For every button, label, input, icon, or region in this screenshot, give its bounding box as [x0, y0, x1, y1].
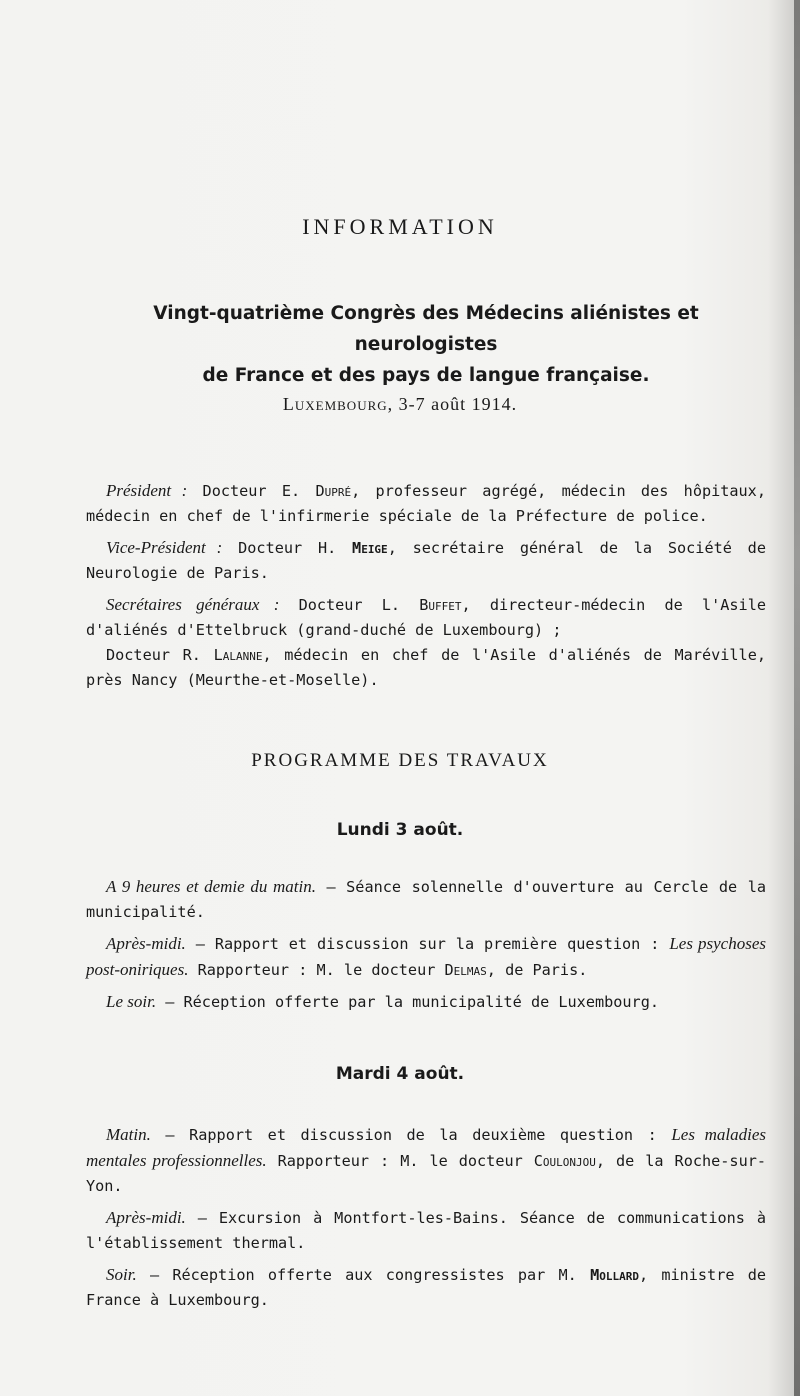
day1-item2-topic: Les psychoses post-oniriques. — [86, 934, 766, 979]
day2-item3 — [86, 1262, 766, 1313]
president-name: Dupré — [315, 482, 352, 500]
vice-president-paragraph — [86, 535, 766, 586]
congress-place: Luxembourg — [282, 394, 388, 414]
congress-title — [86, 298, 766, 391]
president-label: Président : — [106, 481, 188, 500]
vice-president-label: Vice-Président : — [106, 538, 223, 557]
day1-item2-text-b: Rapporteur : M. le docteur — [188, 961, 445, 979]
day1-item1-text: — Séance solennelle d'ouverture au Cercle de la municipalité. — [86, 878, 766, 921]
congress-date: , 3-7 août 1914. — [387, 394, 518, 414]
secretaries-label: Secrétaires généraux : — [106, 595, 280, 614]
president-description: , professeur agrégé, médecin des hôpitaux, médecin en chef de l'infirmerie spéciale de la Préfecture de police. — [86, 482, 766, 525]
secretaries-paragraph — [86, 592, 766, 643]
day2-item3-text-a: — Réception offerte aux congressistes par M. — [136, 1266, 591, 1284]
day2-item1-text-c: , de la Roche-sur-Yon. — [86, 1152, 766, 1195]
officers-section — [86, 478, 766, 693]
day2-title: Mardi 4 août. — [335, 1064, 465, 1084]
day1-item2-text-c: , de Paris. — [486, 961, 588, 979]
programme-heading: PROGRAMME DES TRAVAUX — [251, 750, 549, 771]
secretary2-description: , médecin en chef de l'Asile d'aliénés de Maréville, près Nancy (Meurthe-et-Moselle). — [86, 646, 766, 689]
day1-item2 — [86, 931, 766, 983]
day2-item1-text-b: Rapporteur : M. le docteur — [266, 1152, 534, 1170]
day1-title: Lundi 3 août. — [336, 820, 464, 840]
day1-item3-text: — Réception offerte par la municipalité de Luxembourg. — [156, 993, 659, 1011]
day2-item1 — [86, 1122, 766, 1199]
vice-president-name: Meige — [352, 539, 388, 557]
president-paragraph — [86, 478, 766, 529]
day2-item2-label: Après-midi. — [106, 1208, 186, 1227]
day1-item3 — [86, 989, 766, 1015]
day2-item2-text: — Excursion à Montfort-les-Bains. Séance de communications à l'établissement thermal. — [86, 1209, 766, 1252]
day1-item1 — [86, 874, 766, 925]
congress-place-date — [0, 394, 800, 415]
secretary1-name: Buffet — [419, 596, 462, 614]
secretary2-name: Lalanne — [213, 646, 263, 664]
secretary1-description: , directeur-médecin de l'Asile d'aliénés d'Ettelbruck (grand-duché de Luxembourg) ; — [86, 596, 766, 639]
vice-president-description: , secrétaire général de la Société de Neurologie de Paris. — [86, 539, 766, 582]
day1-item1-label: A 9 heures et demie du matin. — [106, 877, 316, 896]
page-title: INFORMATION — [302, 214, 498, 239]
day2-item2 — [86, 1205, 766, 1256]
president-prefix: Docteur E. — [202, 482, 316, 500]
day1-item3-label: Le soir. — [106, 992, 157, 1011]
day1-item2-text-a: — Rapport et discussion sur la première question : — [185, 935, 670, 953]
day1-item2-name: Delmas — [444, 961, 487, 979]
day2-item1-topic: Les maladies mentales professionnelles. — [86, 1125, 767, 1170]
day2-section — [86, 1122, 766, 1313]
day2-item1-name: Coulonjou — [533, 1152, 596, 1170]
day2-item3-label: Soir. — [106, 1265, 137, 1284]
vice-president-prefix: Docteur H. — [238, 539, 353, 557]
day1-item2-label: Après-midi. — [106, 934, 186, 953]
congress-title-line2: de France et des pays de langue française. — [202, 365, 650, 386]
secretary1-prefix: Docteur L. — [298, 596, 420, 614]
day2-item3-name: Mollard — [590, 1266, 639, 1284]
day2-item1-text-a: — Rapport et discussion de la deuxième question : — [150, 1126, 672, 1144]
day2-item3-text-b: , ministre de France à Luxembourg. — [86, 1266, 767, 1309]
page-edge-shadow — [794, 0, 800, 1396]
congress-title-line1: Vingt-quatrième Congrès des Médecins aliénistes et neurologistes — [153, 303, 699, 355]
secretary2-paragraph — [86, 643, 766, 693]
secretary2-prefix: Docteur R. — [106, 646, 214, 664]
day2-item1-label: Matin. — [106, 1125, 151, 1144]
day1-section — [86, 874, 766, 1015]
